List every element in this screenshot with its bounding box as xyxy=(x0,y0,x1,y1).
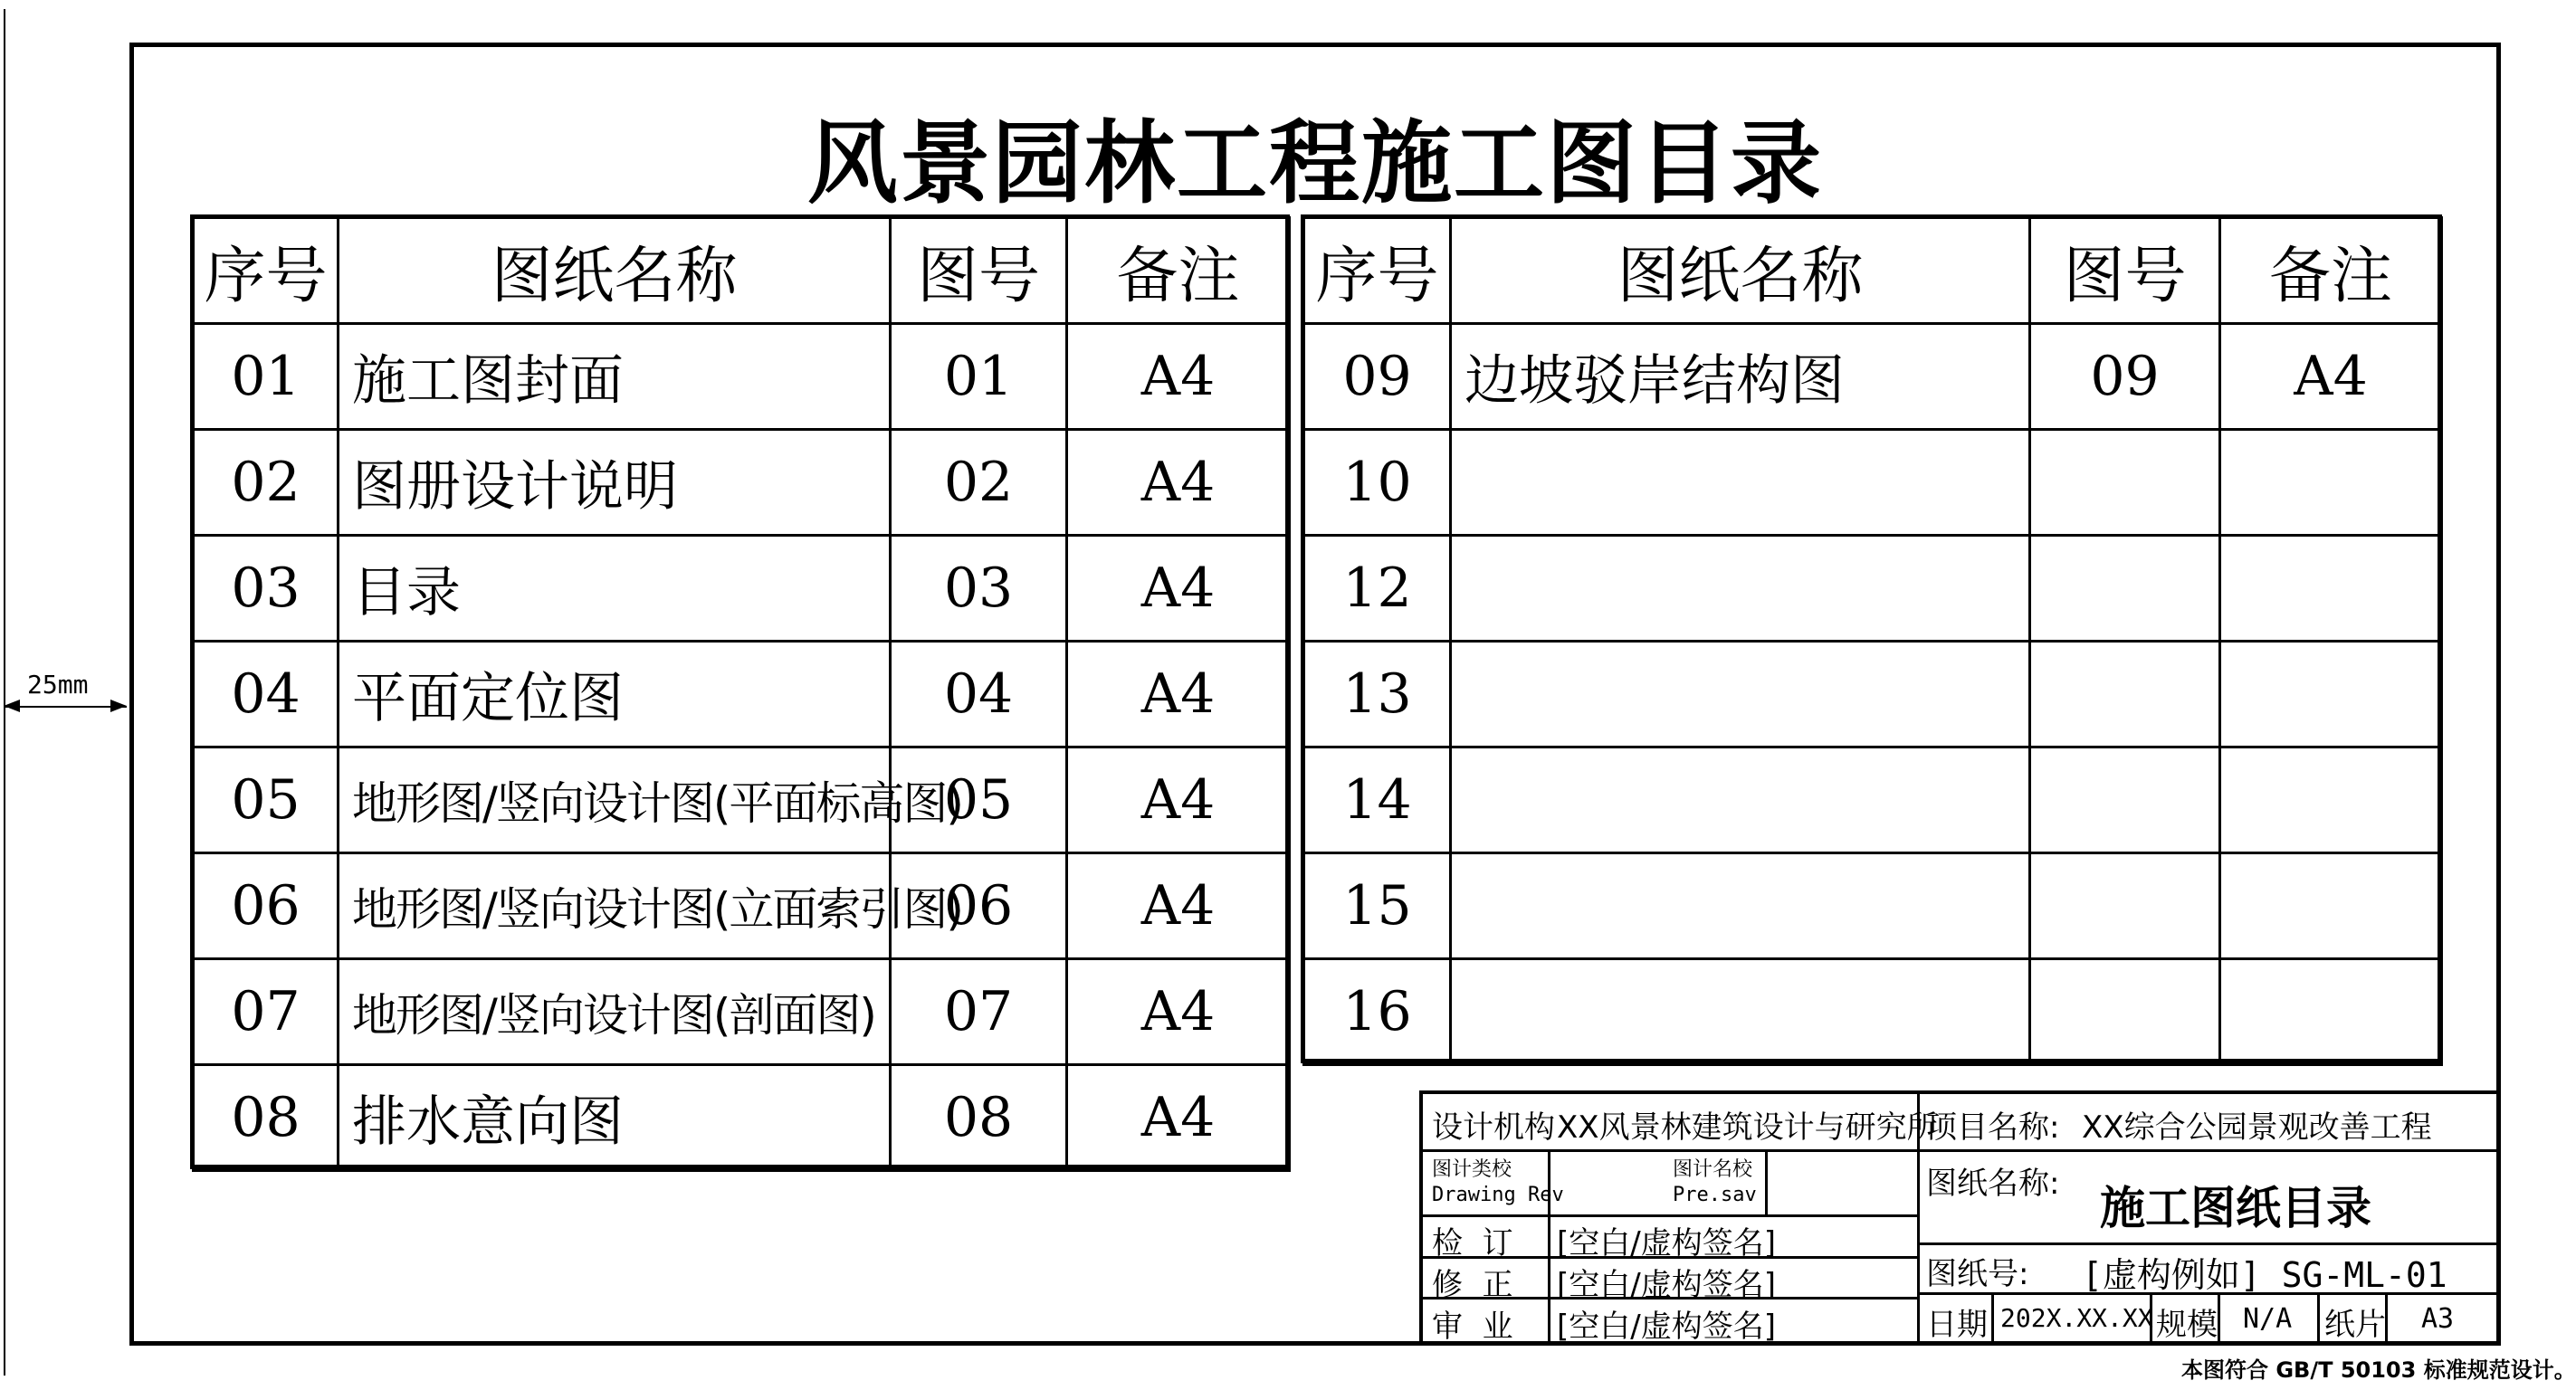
header-name: 图纸名称 xyxy=(1451,218,2030,324)
row-seq: 16 xyxy=(1304,959,1451,1065)
title-block-divider xyxy=(1991,1292,1994,1346)
sheet-label: 纸片 xyxy=(2324,1307,2386,1343)
rev-label-cn: 图计类校 xyxy=(1432,1158,1512,1181)
row-name: 排水意向图 xyxy=(339,1065,891,1171)
header-remark: 备注 xyxy=(2220,218,2442,324)
row-name: 图册设计说明 xyxy=(339,430,891,536)
table-row xyxy=(1304,430,2442,536)
table-row xyxy=(194,536,1290,642)
date-label: 日期 xyxy=(1926,1307,1988,1343)
row-no: 07 xyxy=(891,959,1067,1065)
row-remark xyxy=(2220,642,2442,747)
row-seq: 04 xyxy=(194,642,339,747)
table-row xyxy=(194,642,1290,747)
row-no xyxy=(2030,536,2220,642)
row-name: 地形图/竖向设计图(剖面图) xyxy=(339,959,891,1065)
drawing-index-table-left xyxy=(192,216,1291,1172)
row-remark xyxy=(2220,430,2442,536)
page-title: 风景园林工程施工图目录 xyxy=(807,110,1823,216)
name2-label-cn: 图计名校 xyxy=(1673,1158,1753,1181)
row-name: 地形图/竖向设计图(立面索引图) xyxy=(339,853,891,959)
title-block-divider xyxy=(1421,1214,1917,1217)
row-no xyxy=(2030,642,2220,747)
table-row xyxy=(1304,536,2442,642)
margin-dimension-label: 25mm xyxy=(27,670,89,700)
row-no xyxy=(2030,747,2220,853)
row-name xyxy=(1451,959,2030,1065)
scale-value: N/A xyxy=(2243,1303,2293,1335)
row-no xyxy=(2030,853,2220,959)
row-seq: 08 xyxy=(194,1065,339,1171)
row-seq: 13 xyxy=(1304,642,1451,747)
row-name xyxy=(1451,853,2030,959)
row-seq: 05 xyxy=(194,747,339,853)
margin-dimension-line xyxy=(4,706,127,708)
date-value: 202X.XX.XX xyxy=(2000,1303,2153,1333)
table-row xyxy=(1304,747,2442,853)
row-name: 目录 xyxy=(339,536,891,642)
table-row xyxy=(194,959,1290,1065)
project-name: XX综合公园景观改善工程 xyxy=(2082,1109,2432,1146)
row-remark xyxy=(2220,853,2442,959)
row-name xyxy=(1451,642,2030,747)
table-row xyxy=(194,1065,1290,1171)
row-seq: 07 xyxy=(194,959,339,1065)
drawing-name-label: 图纸名称: xyxy=(1926,1166,2060,1202)
row-no xyxy=(2030,430,2220,536)
row-remark: A4 xyxy=(1067,747,1290,853)
drawing-no: [虚构例如] SG-ML-01 xyxy=(2082,1255,2447,1295)
row-name: 施工图封面 xyxy=(339,324,891,430)
row-remark: A4 xyxy=(1067,642,1290,747)
row-no: 06 xyxy=(891,853,1067,959)
row-remark: A4 xyxy=(1067,959,1290,1065)
design-org-label: 设计机构 xyxy=(1432,1109,1555,1146)
correct-signature: [空白/虚构签名] xyxy=(1557,1267,1776,1303)
project-label: 项目名称: xyxy=(1926,1109,2060,1146)
row-seq: 03 xyxy=(194,536,339,642)
design-org: XX风景林建筑设计与研究所 xyxy=(1557,1109,1938,1146)
dimension-arrow-left-icon xyxy=(4,700,20,712)
header-name: 图纸名称 xyxy=(339,218,891,324)
header-seq: 序号 xyxy=(1304,218,1451,324)
row-remark: A4 xyxy=(1067,536,1290,642)
check-signature: [空白/虚构签名] xyxy=(1557,1225,1776,1261)
table-row xyxy=(194,747,1290,853)
drawing-index-table-right xyxy=(1302,216,2443,1066)
row-remark: A4 xyxy=(1067,853,1290,959)
approve-label: 审 业 xyxy=(1432,1309,1513,1345)
row-remark: A4 xyxy=(1067,324,1290,430)
row-seq: 01 xyxy=(194,324,339,430)
drawing-name: 施工图纸目录 xyxy=(2100,1182,2371,1234)
row-name xyxy=(1451,430,2030,536)
row-no: 09 xyxy=(2030,324,2220,430)
header-no: 图号 xyxy=(2030,218,2220,324)
row-remark: A4 xyxy=(1067,430,1290,536)
row-name: 边坡驳岸结构图 xyxy=(1451,324,2030,430)
left-sheet-edge xyxy=(4,9,5,1376)
table-row xyxy=(194,853,1290,959)
row-remark xyxy=(2220,959,2442,1065)
row-remark: A4 xyxy=(2220,324,2442,430)
row-remark xyxy=(2220,536,2442,642)
name2-label-en: Pre.sav xyxy=(1673,1184,1757,1206)
title-block-divider xyxy=(2218,1292,2220,1346)
title-block-divider xyxy=(1548,1149,1550,1346)
header-no: 图号 xyxy=(891,218,1067,324)
drawing-no-label: 图纸号: xyxy=(1926,1256,2029,1292)
row-no: 08 xyxy=(891,1065,1067,1171)
row-seq: 15 xyxy=(1304,853,1451,959)
title-block-divider xyxy=(1917,1242,2499,1245)
title-block-divider xyxy=(1421,1149,2499,1152)
row-name xyxy=(1451,536,2030,642)
row-seq: 06 xyxy=(194,853,339,959)
row-no xyxy=(2030,959,2220,1065)
title-block-divider xyxy=(1765,1149,1768,1214)
header-seq: 序号 xyxy=(194,218,339,324)
table-row xyxy=(194,430,1290,536)
table-row xyxy=(1304,642,2442,747)
row-seq: 10 xyxy=(1304,430,1451,536)
row-remark: A4 xyxy=(1067,1065,1290,1171)
table-row xyxy=(1304,959,2442,1065)
check-label: 检 订 xyxy=(1432,1225,1513,1261)
row-no: 05 xyxy=(891,747,1067,853)
header-remark: 备注 xyxy=(1067,218,1290,324)
row-no: 04 xyxy=(891,642,1067,747)
table-row xyxy=(194,324,1290,430)
row-no: 03 xyxy=(891,536,1067,642)
row-no: 01 xyxy=(891,324,1067,430)
row-name xyxy=(1451,747,2030,853)
row-no: 02 xyxy=(891,430,1067,536)
approve-signature: [空白/虚构签名] xyxy=(1557,1309,1776,1345)
row-seq: 14 xyxy=(1304,747,1451,853)
row-name: 地形图/竖向设计图(平面标高图) xyxy=(339,747,891,853)
row-remark xyxy=(2220,747,2442,853)
dimension-arrow-right-icon xyxy=(110,700,127,712)
row-seq: 12 xyxy=(1304,536,1451,642)
row-seq: 02 xyxy=(194,430,339,536)
standard-note: 本图符合 GB/T 50103 标准规范设计。 xyxy=(2181,1357,2576,1383)
rev-label-en: Drawing Rev xyxy=(1432,1184,1564,1206)
title-block-divider xyxy=(2317,1292,2320,1346)
row-seq: 09 xyxy=(1304,324,1451,430)
scale-label: 规模 xyxy=(2156,1307,2218,1343)
correct-label: 修 正 xyxy=(1432,1267,1513,1303)
sheet-size: A3 xyxy=(2421,1303,2455,1335)
table-row xyxy=(1304,324,2442,430)
row-name: 平面定位图 xyxy=(339,642,891,747)
table-row xyxy=(1304,853,2442,959)
